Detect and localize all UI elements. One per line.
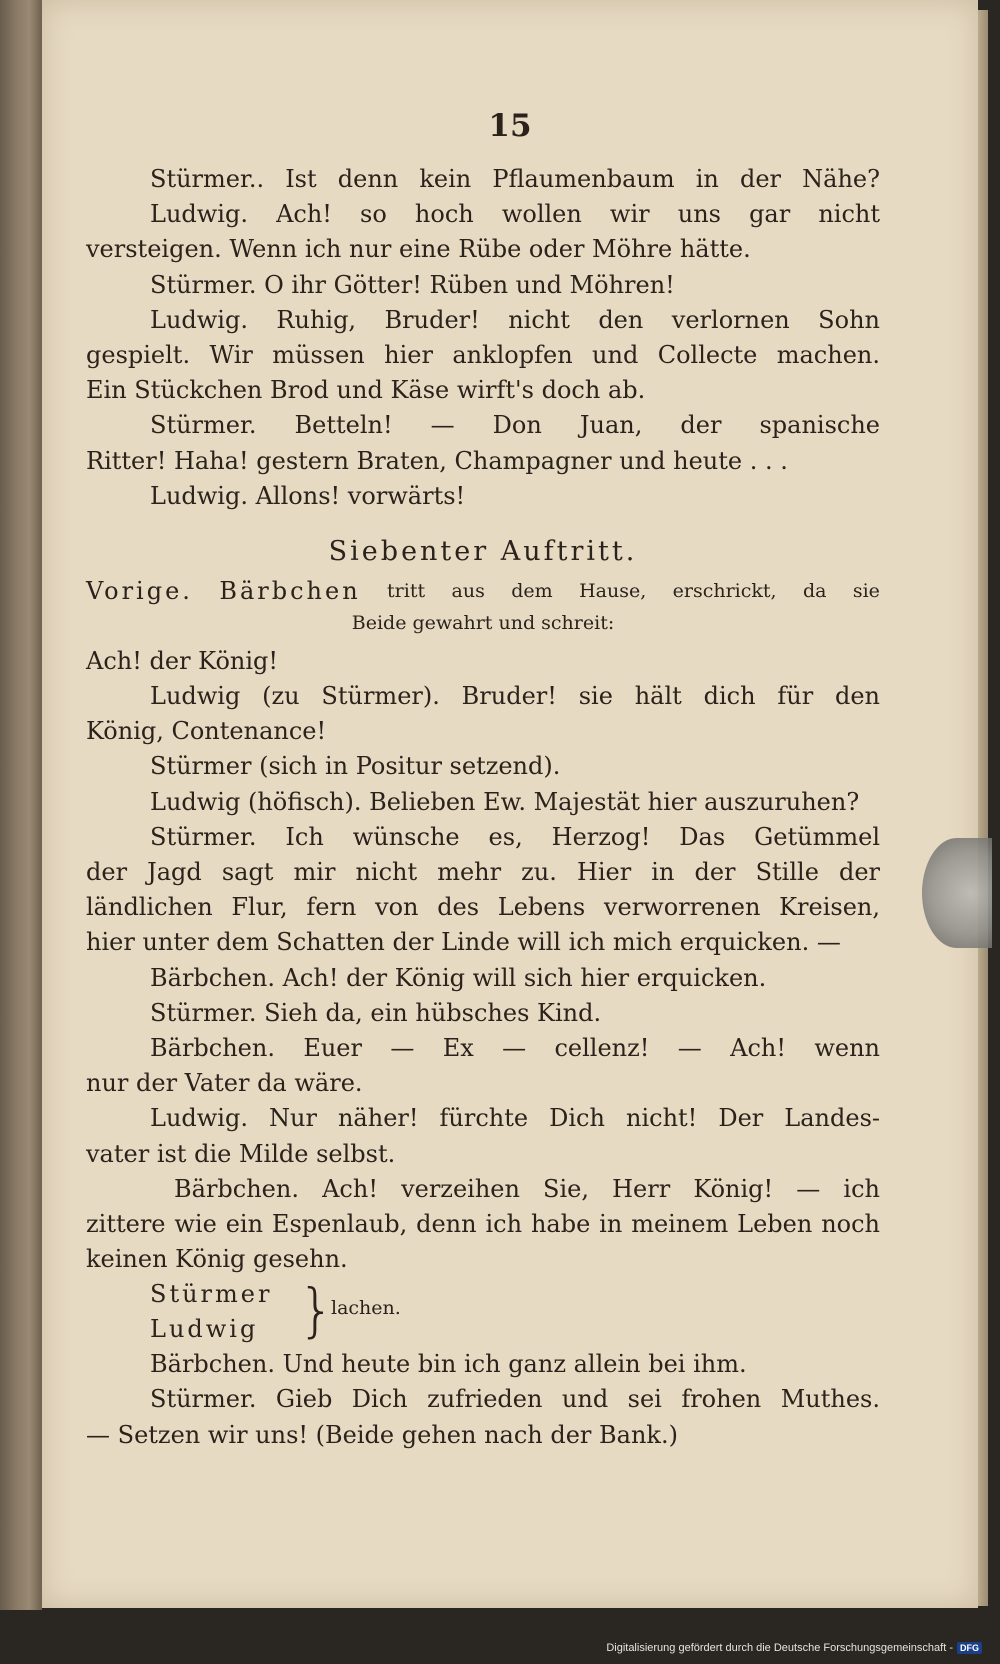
text-line: nur der Vater da wäre. [86, 1069, 363, 1098]
text-line: gespielt. Wir müssen hier anklopfen und Collecte machen. [86, 340, 880, 369]
direction-word: Vorige. [86, 576, 193, 605]
footer-text: Digitalisierung gefördert durch die Deutsche Forschungsgemeinschaft - [606, 1642, 953, 1654]
text-line: Stürmer. Ich wünsche es, Herzog! Das Getümmel [150, 822, 880, 851]
direction-word: dem [511, 579, 553, 602]
text-line: Bärbchen. Und heute bin ich ganz allein bei ihm. [150, 1350, 747, 1379]
stage-direction [86, 574, 880, 644]
text-line: — Setzen wir uns! (Beide gehen nach der Bank.) [86, 1420, 678, 1449]
text-line: Bärbchen. Ach! der König will sich hier erquicken. [150, 963, 767, 992]
footer-credit [606, 1642, 982, 1654]
brace-speaker-1: Stürmer [150, 1280, 273, 1309]
brace-speaker-2: Ludwig [150, 1315, 259, 1344]
book-page [42, 0, 978, 1608]
direction-word: sie [852, 579, 880, 602]
text-line: Stürmer (sich in Positur setzend). [150, 752, 561, 781]
direction-word: Hause, [579, 579, 647, 602]
text-line: Stürmer.. Ist denn kein Pflaumenbaum in der Nähe? [150, 165, 880, 193]
dialogue-block-1 [86, 162, 880, 514]
text-line: hier unter dem Schatten der Linde will ich mich erquicken. — [86, 928, 841, 957]
text-line: König, Contenance! [86, 717, 327, 746]
dialogue-block-3 [86, 1347, 880, 1453]
text-line: Ein Stückchen Brod und Käse wirft's doch ab. [86, 376, 646, 405]
dfg-logo-icon: DFG [957, 1642, 982, 1654]
text-line: keinen König gesehn. [86, 1245, 348, 1274]
book-spine [0, 0, 42, 1610]
text-line: Stürmer. Betteln! — Don Juan, der spanische [150, 411, 880, 440]
stage-direction-line-1 [86, 574, 880, 609]
text-line: Ludwig. Ach! so hoch wollen wir uns gar nicht [150, 200, 880, 229]
text-line: Ludwig. Nur näher! fürchte Dich nicht! Der Landes- [150, 1104, 880, 1133]
text-line: vater ist die Milde selbst. [86, 1139, 396, 1168]
text-line: Ach! der König! [86, 646, 279, 675]
text-line: zittere wie ein Espenlaub, denn ich habe in meinem Leben noch [86, 1209, 880, 1238]
speaker-brace [86, 1277, 880, 1347]
page-text [86, 162, 880, 1453]
text-line: Bärbchen. Ach! verzeihen Sie, Herr König! — ich [174, 1174, 880, 1203]
text-line: Ludwig (zu Stürmer). Bruder! sie hält dich für den [150, 682, 880, 711]
text-line: Stürmer. Gieb Dich zufrieden und sei frohen Muthes. [150, 1385, 880, 1414]
direction-word: da [802, 579, 827, 602]
text-line: ländlichen Flur, fern von des Lebens verworrenen Kreisen, [86, 893, 880, 922]
dialogue-block-2 [86, 644, 880, 1277]
stage-direction-line-2: Beide gewahrt und schreit: [351, 611, 615, 634]
text-line: Ludwig. Ruhig, Bruder! nicht den verlornen Sohn [150, 305, 880, 334]
text-line: Ludwig. Allons! vorwärts! [150, 481, 466, 510]
page-clip [922, 838, 992, 948]
direction-word: Bärbchen [219, 576, 361, 605]
text-line: Stürmer. O ihr Götter! Rüben und Möhren! [150, 270, 675, 299]
scene-heading: Siebenter Auftritt. [328, 535, 638, 567]
direction-word: tritt [387, 579, 426, 602]
page-number: 15 [488, 108, 532, 144]
text-line: Ludwig (höfisch). Belieben Ew. Majestät hier auszuruhen? [150, 787, 860, 816]
direction-word: erschrickt, [672, 579, 777, 602]
brace-direction: lachen. [331, 1297, 401, 1320]
curly-brace: } [298, 1276, 335, 1345]
text-line: Stürmer. Sieh da, ein hübsches Kind. [150, 998, 602, 1027]
text-line: der Jagd sagt mir nicht mehr zu. Hier in der Stille der [86, 858, 880, 886]
text-line: Ritter! Haha! gestern Braten, Champagner und heute . . . [86, 446, 788, 475]
direction-word: aus [451, 579, 485, 602]
text-line: Bärbchen. Euer — Ex — cellenz! — Ach! wenn [150, 1033, 880, 1062]
text-line: versteigen. Wenn ich nur eine Rübe oder Möhre hätte. [86, 235, 751, 264]
